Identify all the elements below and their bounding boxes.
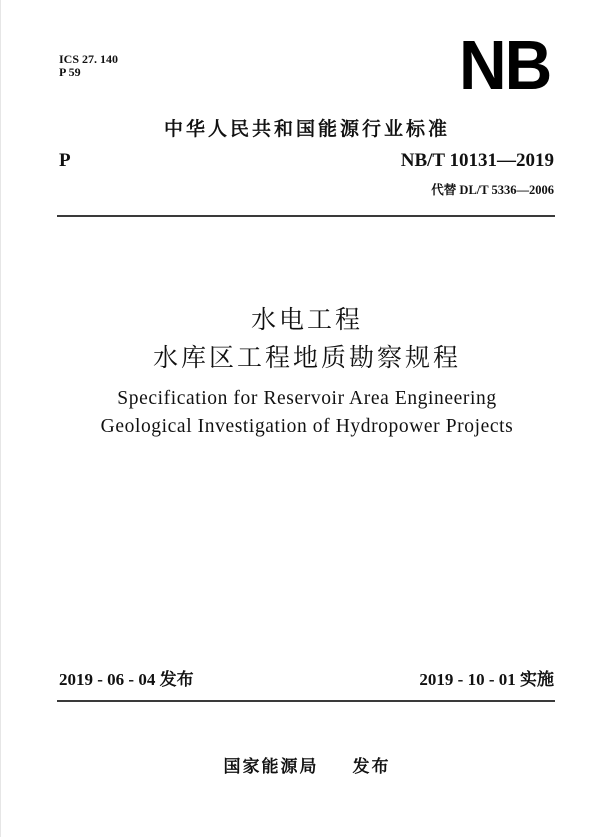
bottom-divider — [57, 700, 555, 702]
top-divider — [57, 215, 555, 217]
ics-code: ICS 27. 140 — [59, 52, 119, 66]
publisher-action: 发布 — [352, 757, 391, 777]
standard-number: NB/T 10131—2019 — [400, 150, 554, 171]
title-en-line2: Geological Investigation of Hydropower Projects — [100, 416, 514, 437]
issue-date: 2019 - 06 - 04 发布 — [59, 670, 194, 689]
industry-standard-heading: 中华人民共和国能源行业标准 — [163, 118, 450, 140]
title-en-line1: Specification for Reservoir Area Engineering — [117, 388, 497, 409]
replaces-standard: 代替 DL/T 5336—2006 — [431, 183, 554, 197]
publisher-line — [1, 752, 612, 777]
classification-block — [59, 53, 118, 79]
class-code: P — [59, 150, 71, 171]
publisher-name: 国家能源局 — [223, 757, 319, 777]
nb-logo: NB — [459, 25, 551, 104]
title-cn-line1: 水电工程 — [250, 305, 363, 334]
implementation-date: 2019 - 10 - 01 实施 — [419, 670, 554, 689]
title-cn-line2: 水库区工程地质勘察规程 — [152, 343, 461, 372]
ccs-code: P 59 — [59, 65, 81, 79]
